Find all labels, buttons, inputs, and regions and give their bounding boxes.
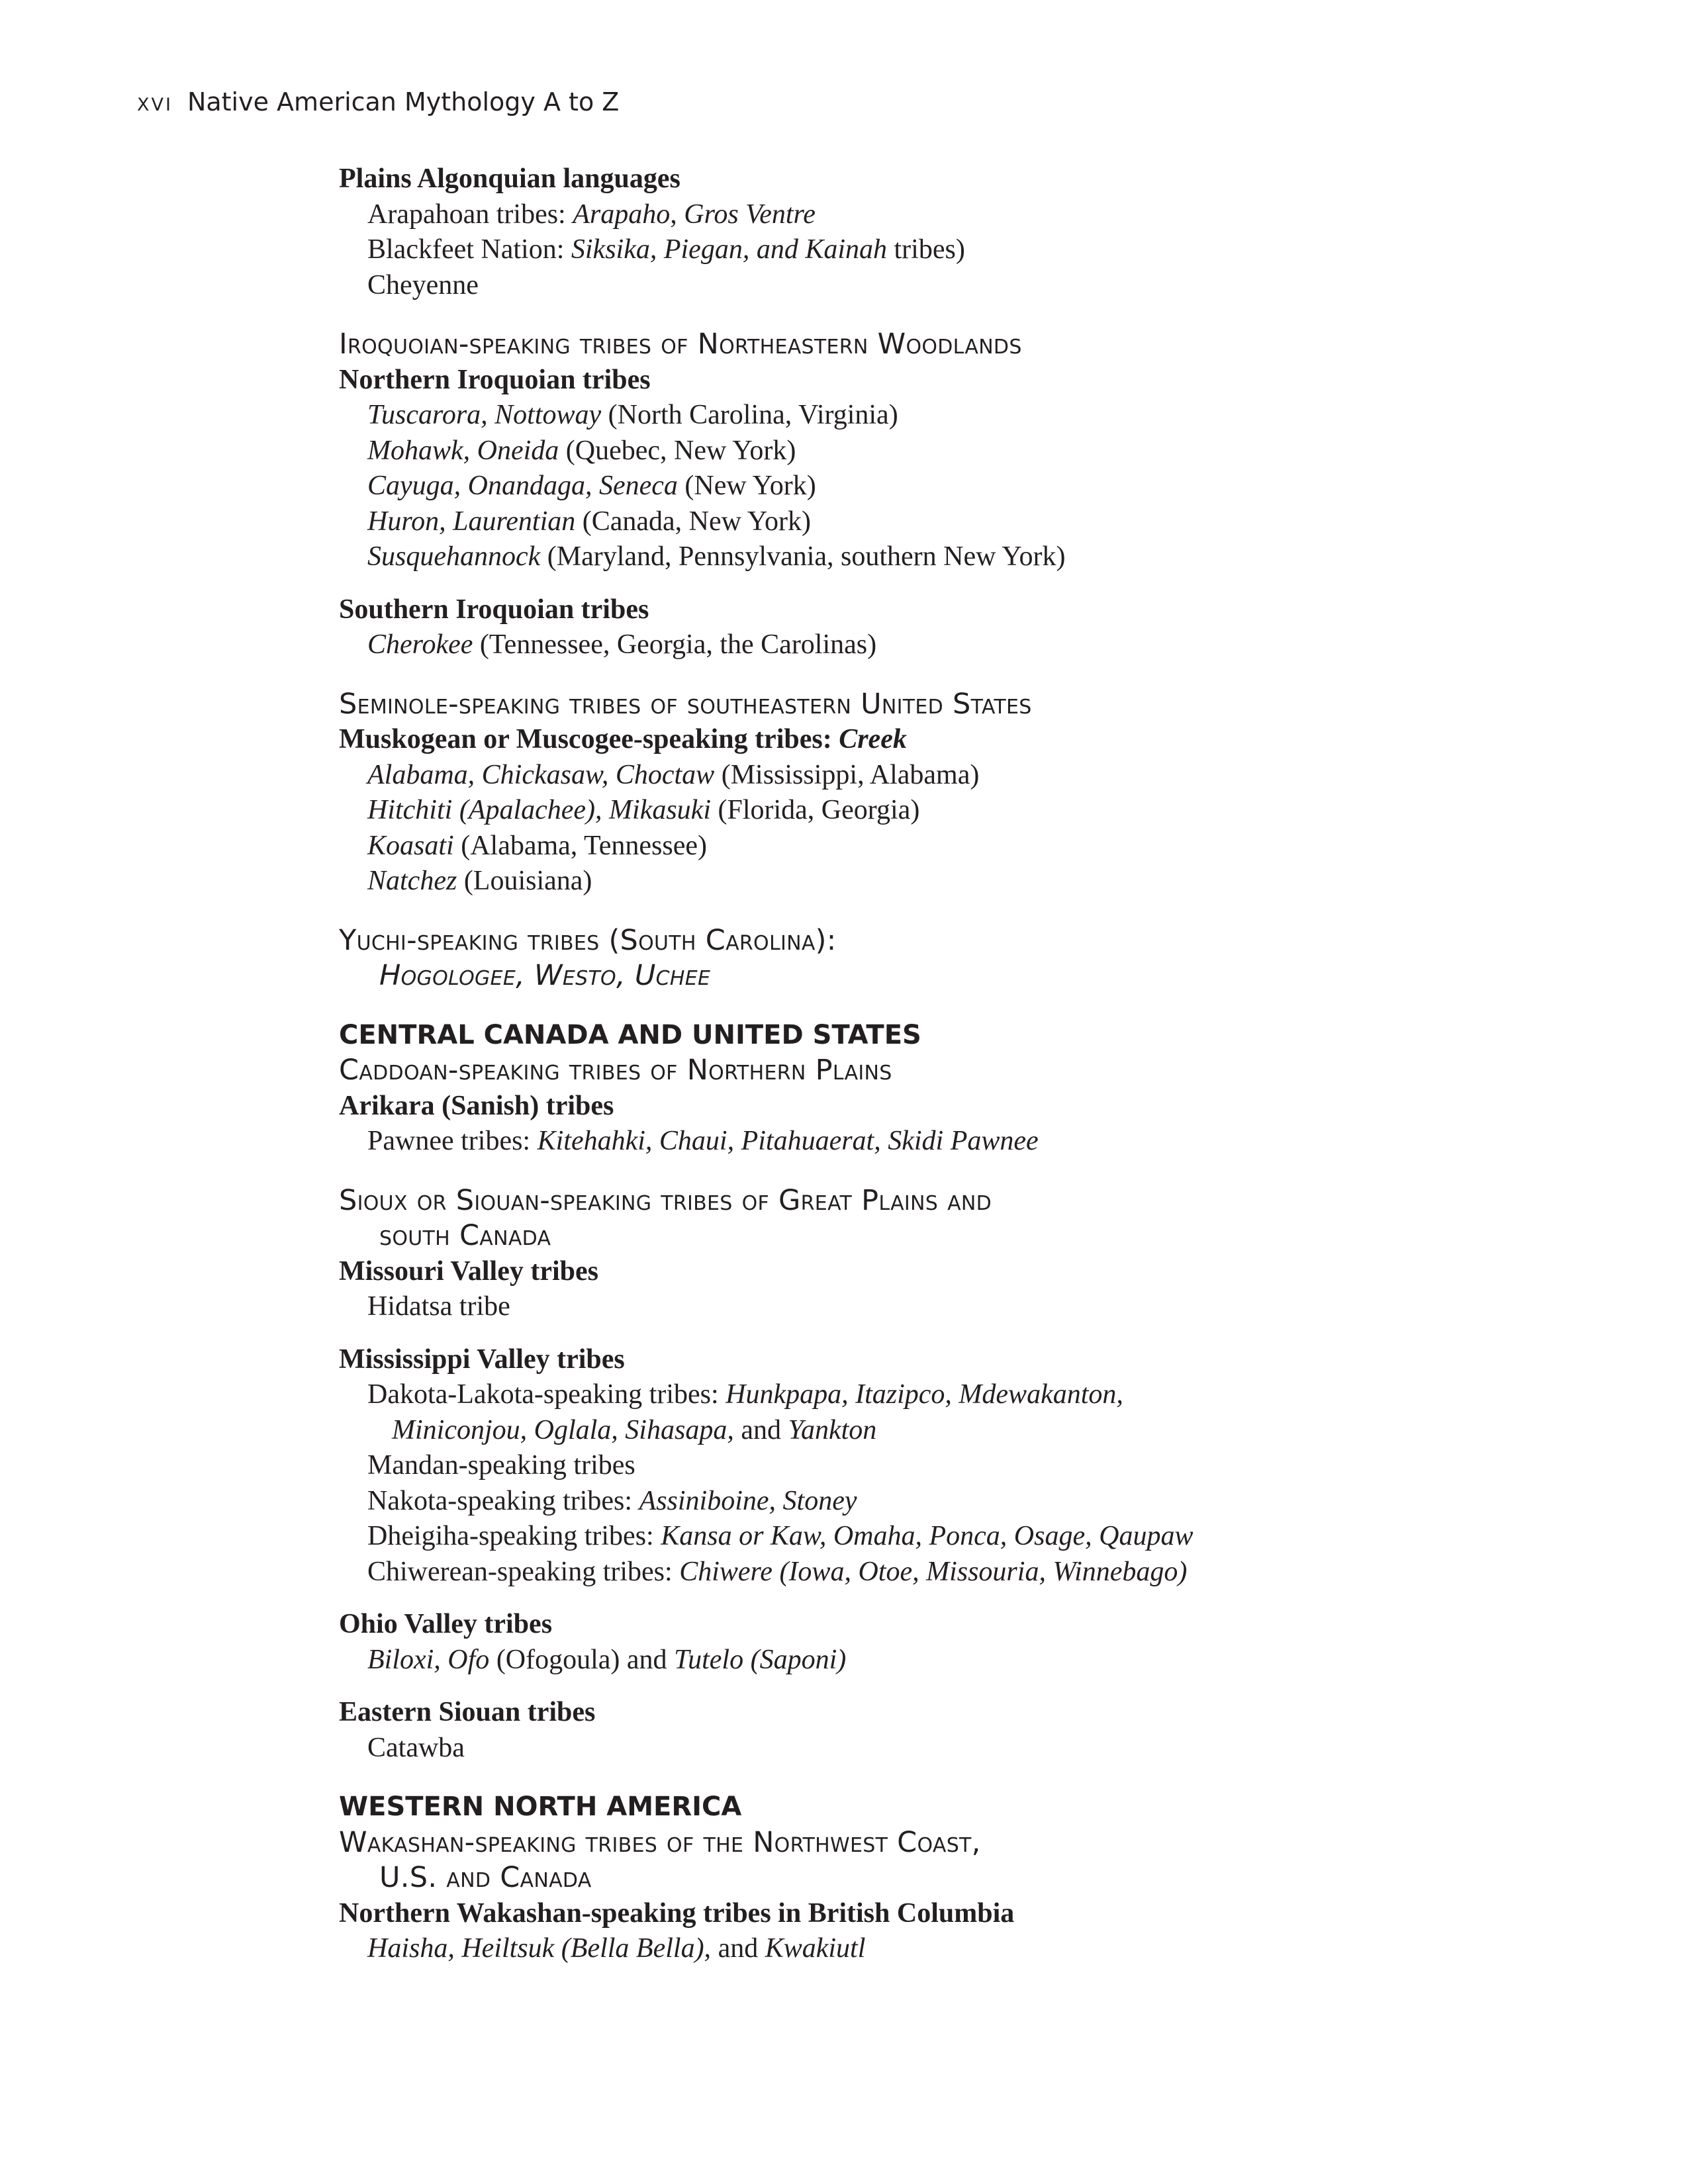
hidatsa-entry: Hidatsa tribe [367, 1291, 510, 1322]
gros-ventre-name: Gros Ventre [684, 199, 816, 230]
chiwerean-label: Chiwerean-speaking tribes: [367, 1556, 680, 1587]
cayuga-entry [339, 469, 1597, 504]
tribe-names: Biloxi, Ofo [367, 1644, 490, 1675]
nakota-label: Nakota-speaking tribes: [367, 1485, 639, 1516]
tribe-location: (Maryland, Pennsylvania, southern New York) [540, 541, 1066, 572]
iroquoian-section-title: Iroquoian-speaking tribes of Northeastern Woodlands [339, 328, 1022, 361]
cherokee-entry [339, 627, 1597, 663]
wakashan-section-title-cont: U.S. and Canada [379, 1861, 592, 1894]
chiwerean-tribes: Chiwere (Iowa, Otoe, Missouria, Winnebago) [679, 1556, 1188, 1587]
tribe-location: (Canada, New York) [575, 506, 812, 537]
tribe-names: Cayuga, Onandaga, Seneca [367, 471, 678, 501]
pawnee-tribes: Kitehahki, Chaui, Pitahuaerat, Skidi Pawnee [537, 1126, 1039, 1156]
tuscarora-entry [339, 398, 1597, 433]
ohio-valley-heading: Ohio Valley tribes [339, 1609, 553, 1639]
running-title: Native American Mythology A to Z [187, 87, 620, 116]
mandan-entry: Mandan-speaking tribes [367, 1450, 635, 1480]
tribe-names: Haisha, Heiltsuk (Bella Bella), [367, 1933, 712, 1964]
tribe-names: Tuscarora, Nottoway [367, 400, 602, 430]
arapahoan-label: Arapahoan tribes: [367, 199, 573, 230]
hitchiti-entry [339, 793, 1597, 829]
conjunction: and [733, 1414, 788, 1445]
huron-entry [339, 504, 1597, 540]
tribe-names: Cherokee [367, 629, 473, 660]
tribe-names: Susquehannock [367, 541, 541, 572]
tribe-names: Huron, Laurentian [367, 506, 576, 537]
haisha-entry [339, 1931, 1597, 1967]
seminole-section-title: Seminole-speaking tribes of southeastern United States [339, 687, 1032, 721]
central-region-heading: CENTRAL CANADA AND UNITED STATES [339, 1019, 921, 1050]
tribe-location: (Florida, Georgia) [711, 795, 920, 825]
arapaho-name: Arapaho [573, 199, 671, 230]
tribe-location: (Tennessee, Georgia, the Carolinas) [473, 629, 877, 660]
dakota-entry [339, 1377, 1597, 1413]
blackfeet-entry [339, 232, 1597, 268]
mississippi-valley-heading: Mississippi Valley tribes [339, 1343, 625, 1375]
koasati-entry [339, 829, 1597, 864]
biloxi-entry [339, 1643, 1597, 1678]
yuchi-tribes: Hogologee, Westo, Uchee [379, 959, 711, 992]
separator: , [670, 199, 684, 230]
mohawk-entry [339, 433, 1597, 469]
blackfeet-tribes: Siksika, Piegan, and Kainah [571, 234, 888, 265]
yankton-name: Yankton [788, 1414, 877, 1445]
ofogoula-note: (Ofogoula) and [489, 1644, 675, 1675]
pawnee-label: Pawnee tribes: [367, 1126, 538, 1156]
siouan-section-title: Sioux or Siouan-speaking tribes of Great Plains and [339, 1183, 992, 1217]
dakota-label: Dakota-Lakota-speaking tribes: [367, 1379, 726, 1410]
dakota-tribes-cont: Miniconjou, Oglala, Sihasapa, [392, 1414, 734, 1445]
yuchi-section-title: Yuchi-speaking tribes (South Carolina): [339, 923, 837, 957]
tribe-location: (Quebec, New York) [559, 435, 796, 466]
chiwerean-entry [339, 1555, 1597, 1590]
dakota-entry-cont [339, 1413, 1597, 1449]
tribe-location: (Alabama, Tennessee) [453, 830, 707, 861]
missouri-valley-heading: Missouri Valley tribes [339, 1255, 599, 1287]
muskogean-heading [339, 722, 1597, 758]
dheigiha-tribes: Kansa or Kaw, Omaha, Ponca, Osage, Qaupaw [661, 1521, 1194, 1551]
alabama-entry [339, 758, 1597, 794]
western-region-heading: WESTERN NORTH AMERICA [339, 1792, 742, 1822]
conjunction: and [711, 1933, 765, 1964]
wakashan-section-title: Wakashan-speaking tribes of the Northwest Coast, [339, 1825, 981, 1859]
kwakiutl-name: Kwakiutl [765, 1933, 866, 1964]
northern-iroquoian-heading: Northern Iroquoian tribes [339, 364, 651, 395]
blackfeet-tail: tribes) [887, 234, 965, 265]
tribe-names: Alabama, Chickasaw, Choctaw [367, 759, 715, 790]
tribe-classification-list [339, 161, 1597, 1967]
page-number: xvi [137, 87, 173, 116]
dheigiha-entry [339, 1519, 1597, 1555]
tribe-names: Hitchiti (Apalachee), Mikasuki [367, 795, 711, 825]
pawnee-entry [339, 1124, 1597, 1160]
running-header [137, 87, 619, 116]
tribe-location: (New York) [677, 471, 816, 501]
arikara-heading: Arikara (Sanish) tribes [339, 1090, 614, 1121]
tribe-location: (Louisiana) [457, 866, 592, 896]
muskogean-label: Muskogean or Muscogee-speaking tribes: [339, 724, 839, 754]
natchez-entry [339, 864, 1597, 899]
eastern-siouan-heading: Eastern Siouan tribes [339, 1697, 596, 1727]
dakota-tribes: Hunkpapa, Itazipco, Mdewakanton, [726, 1379, 1123, 1410]
cheyenne-entry: Cheyenne [367, 269, 479, 300]
nakota-tribes: Assiniboine, Stoney [639, 1485, 857, 1516]
dheigiha-label: Dheigiha-speaking tribes: [367, 1521, 661, 1551]
nakota-entry [339, 1484, 1597, 1520]
tribe-names: Natchez [367, 866, 457, 896]
catawba-entry: Catawba [367, 1732, 465, 1763]
tribe-location: (North Carolina, Virginia) [601, 400, 898, 430]
southern-iroquoian-heading: Southern Iroquoian tribes [339, 594, 649, 625]
susquehannock-entry [339, 539, 1597, 575]
creek-name: Creek [839, 724, 907, 754]
plains-algonquian-heading: Plains Algonquian languages [339, 163, 680, 194]
siouan-section-title-cont: south Canada [379, 1219, 551, 1252]
blackfeet-label: Blackfeet Nation: [367, 234, 571, 265]
tribe-location: (Mississippi, Alabama) [714, 759, 980, 790]
tribe-names: Koasati [367, 830, 454, 861]
arapahoan-entry [339, 197, 1597, 233]
tribe-names: Mohawk, Oneida [367, 435, 559, 466]
tutelo-name: Tutelo (Saponi) [674, 1644, 847, 1675]
northern-wakashan-heading: Northern Wakashan-speaking tribes in British Columbia [339, 1897, 1015, 1929]
caddoan-section-title: Caddoan-speaking tribes of Northern Plains [339, 1054, 892, 1087]
